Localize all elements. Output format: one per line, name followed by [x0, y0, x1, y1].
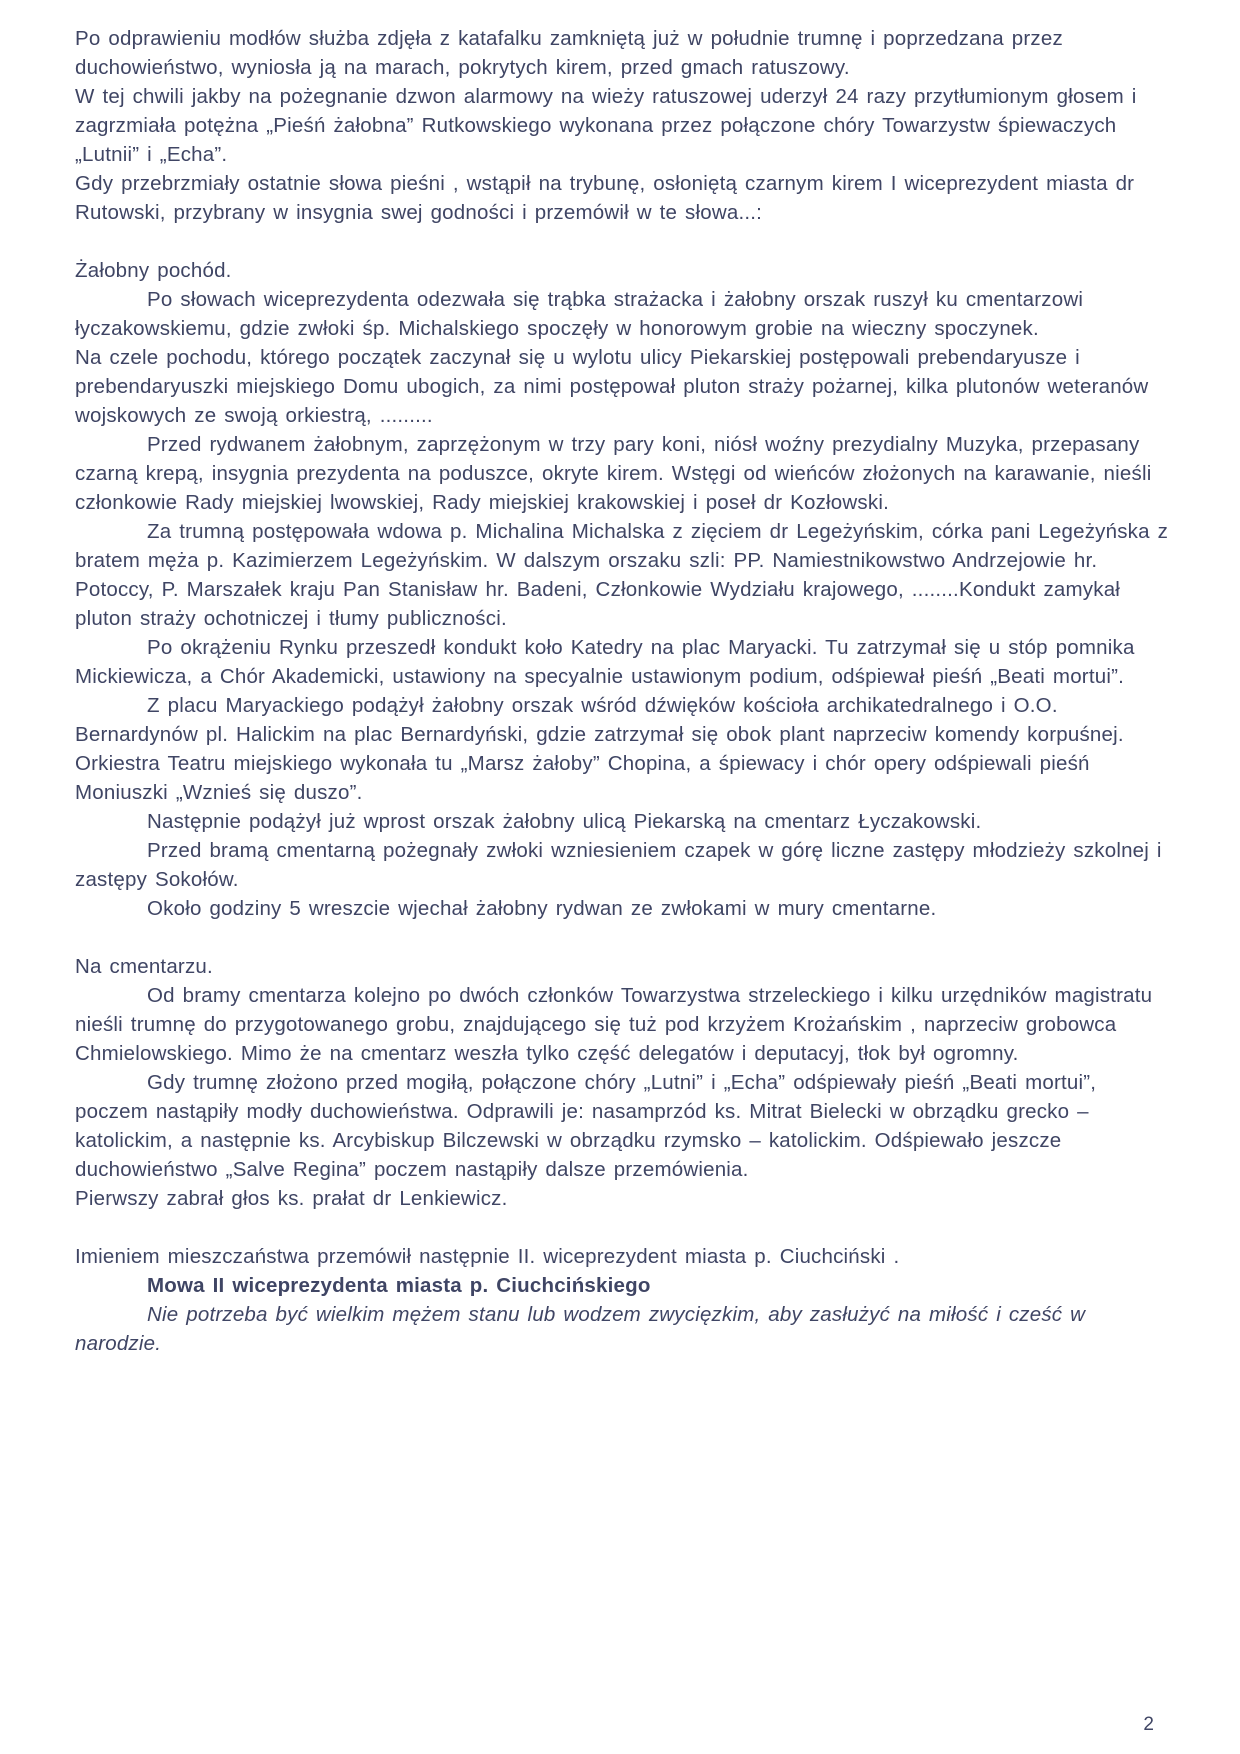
paragraph: Od bramy cmentarza kolejno po dwóch członków Towarzystwa strzeleckiego i kilku urzędników magistratu nieśli trumnę do przygotowanego grobu, znajdującego się tuż pod krzyżem Krożańskim , naprzeciw grobowca Chmielowskiego. Mimo że na cmentarz weszła tylko część delegatów i deputacyj, tłok był ogromny.: [75, 984, 1153, 1065]
paragraph: Za trumną postępowała wdowa p. Michalina Michalska z zięciem dr Legeżyńskim, córka pani Legeżyńska z bratem męża p. Kazimierzem Legeżyńskim. W dalszym orszaku szli: PP. Namiestnikowstwo Andrzejowie hr. Potoccy, P. Marszałek kraju Pan Stanisław hr. Badeni, Członkowie Wydziału krajowego, ........Kondukt zamykał pluton straży ochotniczej i tłumy publiczności.: [75, 520, 1169, 630]
paragraph: Gdy trumnę złożono przed mogiłą, połączone chóry „Lutni” i „Echa” odśpiewały pieśń „Beati mortui”, poczem nastąpiły modły duchowieństwa. Odprawili je: nasamprzód ks. Mitrat Bielecki w obrządku grecko – katolickim, a następnie ks. Arcybiskup Bilczewski w obrządku rzymsko – katolickim. Odśpiewało jeszcze duchowieństwo „Salve Regina” poczem nastąpiły dalsze przemówienia.: [75, 1071, 1097, 1181]
paragraph: Następnie podążył już wprost orszak żałobny ulicą Piekarską na cmentarz Łyczakowski.: [147, 810, 982, 833]
paragraph: Z placu Maryackiego podążył żałobny orszak wśród dźwięków kościoła archikatedralnego i O.O. Bernardynów pl. Halickim na plac Bernardyński, gdzie zatrzymał się obok plant naprzeciw komendy korpuśnej. Orkiestra Teatru miejskiego wykonała tu „Marsz żałoby” Chopina, a śpiewacy i chór opery odśpiewali pieśń Moniuszki „Wznieś się duszo”.: [75, 694, 1124, 804]
paragraph: Przed bramą cmentarną pożegnały zwłoki wzniesieniem czapek w górę liczne zastępy młodzieży szkolnej i zastępy Sokołów.: [75, 839, 1162, 891]
paragraph: Nie potrzeba być wielkim mężem stanu lub wodzem zwycięzkim, aby zasłużyć na miłość i cześć w narodzie.: [75, 1303, 1086, 1355]
paragraph: Imieniem mieszczaństwa przemówił następnie II. wiceprezydent miasta p. Ciuchciński .: [75, 1245, 900, 1268]
paragraph: Po odprawieniu modłów służba zdjęła z katafalku zamkniętą już w południe trumnę i poprzedzana przez duchowieństwo, wyniosła ją na marach, pokrytych kirem, przed gmach ratuszowy.: [75, 27, 1063, 79]
paragraph: Na cmentarzu.: [75, 955, 213, 978]
paragraph: Około godziny 5 wreszcie wjechał żałobny rydwan ze zwłokami w mury cmentarne.: [147, 897, 937, 920]
paragraph: Po okrążeniu Rynku przeszedł kondukt koło Katedry na plac Maryacki. Tu zatrzymał się u stóp pomnika Mickiewicza, a Chór Akademicki, ustawiony na specyalnie ustawionym podium, odśpiewał pieśń „Beati mortui”.: [75, 636, 1135, 688]
paragraph: Przed rydwanem żałobnym, zaprzężonym w trzy pary koni, niósł woźny prezydialny Muzyka, przepasany czarną krepą, insygnia prezydenta na poduszce, okryte kirem. Wstęgi od wieńców złożonych na karawanie, nieśli członkowie Rady miejskiej lwowskiej, Rady miejskiej krakowskiej i poseł dr Kozłowski.: [75, 433, 1152, 514]
document-body: [75, 24, 1169, 1358]
paragraph: W tej chwili jakby na pożegnanie dzwon alarmowy na wieży ratuszowej uderzył 24 razy przytłumionym głosem i zagrzmiała potężna „Pieśń żałobna” Rutkowskiego wykonana przez połączone chóry Towarzystw śpiewaczych „Lutnii” i „Echa”.: [75, 85, 1137, 166]
paragraph: Po słowach wiceprezydenta odezwała się trąbka strażacka i żałobny orszak ruszył ku cmentarzowi łyczakowskiemu, gdzie zwłoki śp. Michalskiego spoczęły w honorowym grobie na wieczny spoczynek.: [75, 288, 1084, 340]
paragraph: Na czele pochodu, którego początek zaczynał się u wylotu ulicy Piekarskiej postępowali prebendaryusze i prebendaryuszki miejskiego Domu ubogich, za nimi postępował pluton straży pożarnej, kilka plutonów weteranów wojskowych ze swoją orkiestrą, .........: [75, 346, 1149, 427]
paragraph: Żałobny pochód.: [75, 259, 232, 282]
paragraph: Mowa II wiceprezydenta miasta p. Ciuchcińskiego: [147, 1274, 651, 1297]
paragraph: Pierwszy zabrał głos ks. prałat dr Lenkiewicz.: [75, 1187, 508, 1210]
paragraph: Gdy przebrzmiały ostatnie słowa pieśni , wstąpił na trybunę, osłoniętą czarnym kirem I wiceprezydent miasta dr Rutowski, przybrany w insygnia swej godności i przemówił w te słowa...:: [75, 172, 1135, 224]
page-number: 2: [1143, 1714, 1154, 1735]
